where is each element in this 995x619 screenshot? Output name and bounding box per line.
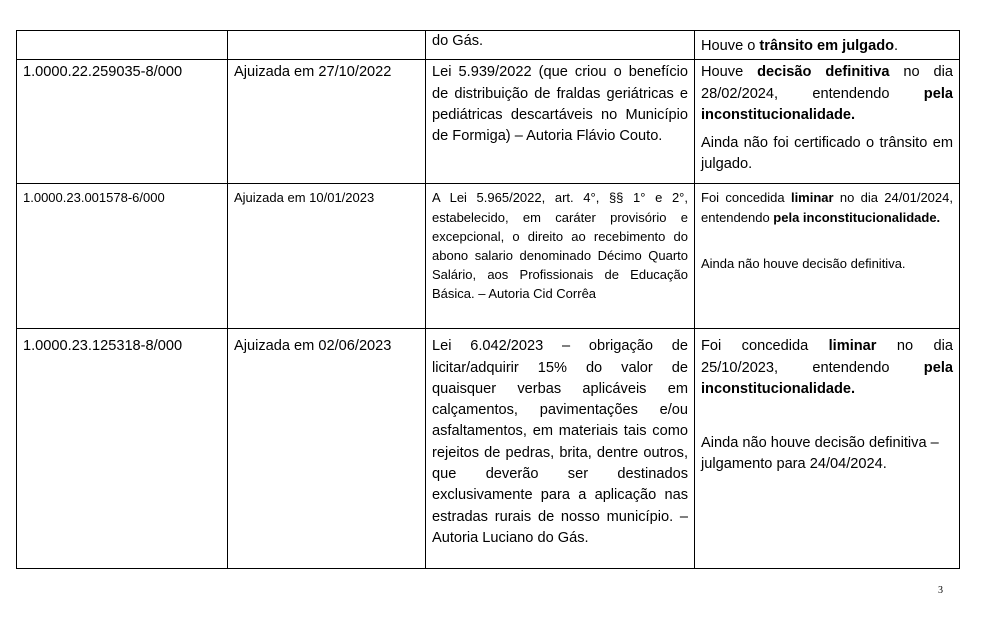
status-text: no dia 24/01/2024, entendendo	[701, 190, 953, 225]
status-cell	[695, 31, 960, 60]
status-cell	[695, 184, 960, 329]
law-description-cell	[426, 184, 695, 329]
law-description-cell	[426, 31, 695, 60]
law-description-cell	[426, 329, 695, 569]
status-text: Ainda não foi certificado o trânsito em julgado.	[701, 135, 953, 173]
status-text: Ainda não houve decisão definitiva – julgamento para 24/04/2024.	[701, 435, 939, 473]
table-row	[17, 329, 960, 569]
status-text: Houve o	[701, 38, 760, 54]
status-emphasis: liminar	[828, 338, 877, 355]
status-emphasis: pela inconstitucionalidade.	[701, 85, 953, 123]
filing-date-cell: Ajuizada em 27/10/2022	[228, 60, 426, 184]
status-emphasis: decisão definitiva	[757, 64, 890, 81]
process-number-cell	[17, 31, 228, 60]
status-text: no dia 28/02/2024, entendendo	[701, 64, 953, 102]
status-text: Ainda não houve decisão definitiva.	[701, 255, 906, 271]
filing-date-cell	[228, 31, 426, 60]
law-description-cell	[426, 60, 695, 184]
law-description: A Lei 5.965/2022, art. 4°, §§ 1° e 2°, estabelecido, em caráter provisório e excepcional, o direito ao recebimento do abono salario denominado Décimo Quarto Salário, aos Profissionais de Educação Básica. – Autoria Cid Corrêa	[432, 190, 688, 302]
status-text: no dia 25/10/2023, entendendo	[701, 338, 953, 376]
status-paragraph	[701, 62, 953, 126]
status-cell	[695, 329, 960, 569]
law-description: Lei 6.042/2023 – obrigação de licitar/adquirir 15% do valor de quaisquer verbas aplicáveis em calçamentos, pavimentações e/ou asfaltamentos, em materiais tais como rejeitos de pedras, brita, dentre outros, que deverão ser destinados exclusivamente para a aplicação nas estradas rurais de nosso município. – Autoria Luciano do Gás.	[432, 338, 688, 546]
status-cell	[695, 60, 960, 184]
status-paragraph	[701, 188, 953, 226]
lawsuits-table	[16, 30, 960, 569]
table-row	[17, 184, 960, 329]
status-emphasis: pela inconstitucionalidade.	[701, 359, 953, 397]
process-number-cell: 1.0000.22.259035-8/000	[17, 60, 228, 184]
page-number: 3	[938, 585, 943, 596]
process-number-cell: 1.0000.23.001578-6/000	[17, 184, 228, 329]
status-paragraph	[701, 254, 953, 273]
table-row	[17, 31, 960, 60]
status-text: .	[894, 38, 899, 54]
status-text: Foi concedida	[701, 338, 829, 355]
process-number-cell: 1.0000.23.125318-8/000	[17, 329, 228, 569]
status-text: Foi concedida	[701, 190, 791, 206]
law-description: do Gás.	[432, 33, 484, 49]
filing-date-cell: Ajuizada em 02/06/2023	[228, 329, 426, 569]
table-row	[17, 60, 960, 184]
status-paragraph	[701, 133, 953, 176]
status-paragraph	[701, 336, 953, 400]
filing-date-cell: Ajuizada em 10/01/2023	[228, 184, 426, 329]
status-text: Houve	[701, 64, 758, 81]
status-emphasis: pela inconstitucionalidade.	[773, 209, 941, 225]
law-description: Lei 5.939/2022 (que criou o benefício de distribuição de fraldas geriátricas e pediátricas descartáveis no Município de Formiga) – Autoria Flávio Couto.	[432, 64, 688, 145]
status-emphasis: liminar	[790, 190, 834, 206]
status-paragraph	[701, 433, 953, 476]
status-emphasis: trânsito em julgado	[759, 38, 895, 54]
status-paragraph	[701, 36, 953, 57]
